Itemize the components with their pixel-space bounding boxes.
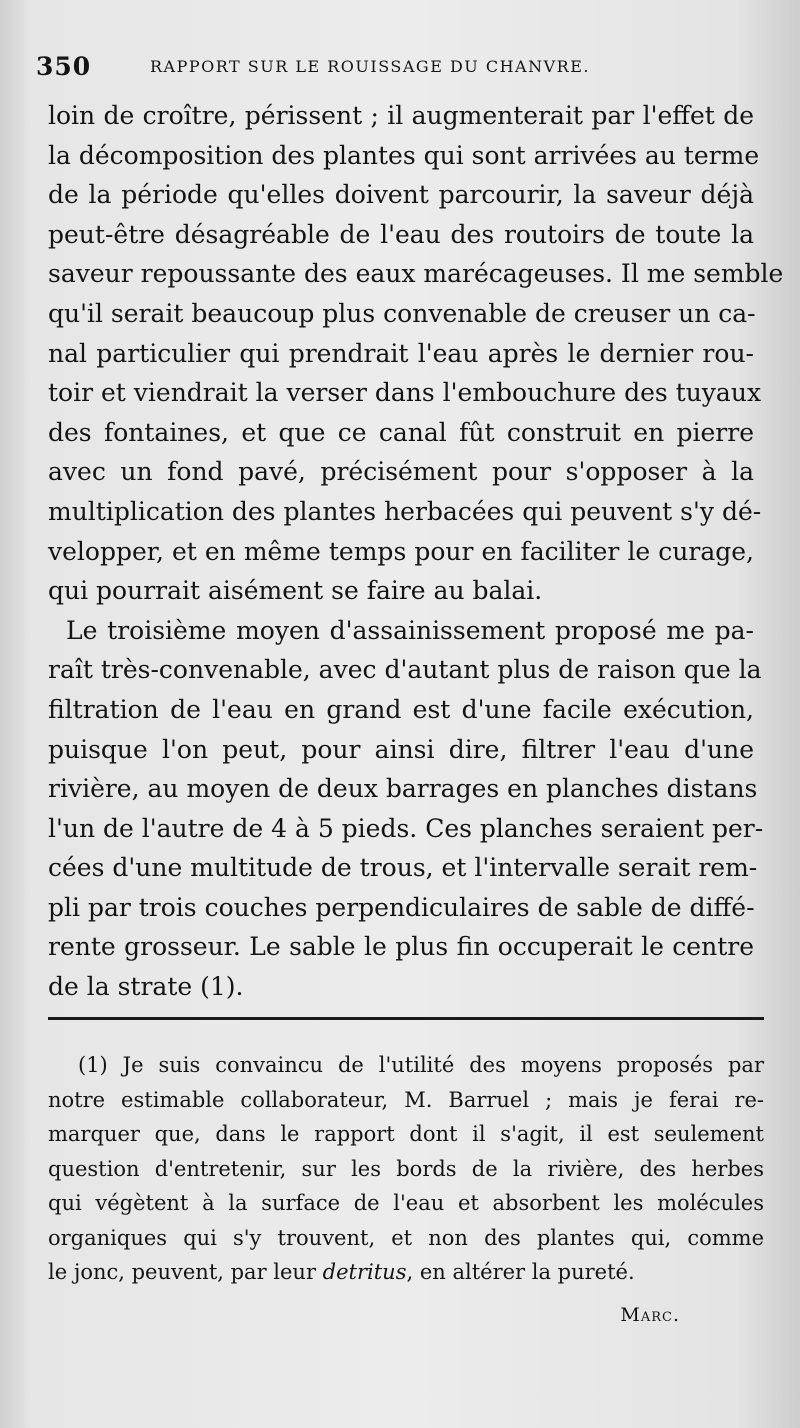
page-header <box>36 52 756 84</box>
footnote-rule <box>48 1017 764 1020</box>
body-line: puisque l'on peut, pour ainsi dire, filtrer l'eau d'une <box>48 734 754 764</box>
paragraph-start-line: Le troisième moyen d'assainissement proposé me pa- <box>66 615 754 645</box>
paragraph-end-line: de la strate (1). <box>48 972 244 1002</box>
body-line: la décomposition des plantes qui sont arrivées au terme <box>48 140 760 170</box>
body-line: raît très-convenable, avec d'autant plus de raison que la <box>48 655 762 685</box>
footnote-line: notre estimable collaborateur, M. Barruel ; mais je ferai re- <box>48 1087 764 1112</box>
footnote-text: le jonc, peuvent, par leur <box>48 1260 323 1284</box>
body-line: avec un fond pavé, précisément pour s'opposer à la <box>48 457 754 487</box>
body-line: des fontaines, et que ce canal fût construit en pierre <box>48 417 754 447</box>
footnote-italic-term: detritus <box>322 1260 407 1284</box>
body-line: qu'il serait beaucoup plus convenable de creuser un ca- <box>48 298 756 328</box>
body-line: toir et viendrait la verser dans l'embouchure des tuyaux <box>48 378 762 408</box>
body-line: de la période qu'elles doivent parcourir, la saveur déjà <box>48 180 754 210</box>
body-line: loin de croître, périssent ; il augmenterait par l'effet de <box>48 101 754 130</box>
body-line: cées d'une multitude de trous, et l'intervalle serait rem- <box>48 853 758 883</box>
footnote <box>48 1048 764 1290</box>
footnote-line: question d'entretenir, sur les bords de la rivière, des herbes <box>48 1156 764 1181</box>
body-line: nal particulier qui prendrait l'eau après le dernier rou- <box>48 338 754 368</box>
footnote-line: organiques qui s'y trouvent, et non des plantes qui, comme <box>48 1225 764 1250</box>
body-line: saveur repoussante des eaux marécageuses. Il me semble <box>48 259 784 289</box>
body-text <box>48 96 784 1007</box>
body-line: rente grosseur. Le sable le plus fin occuperait le centre <box>48 932 754 962</box>
body-line: peut-être désagréable de l'eau des routoirs de toute la <box>48 219 754 249</box>
body-line: filtration de l'eau en grand est d'une facile exécution, <box>48 694 754 724</box>
footnote-line: (1) Je suis convaincu de l'utilité des moyens proposés par <box>78 1053 764 1077</box>
body-line: multiplication des plantes herbacées qui peuvent s'y dé- <box>48 496 762 526</box>
footnote-line: marquer que, dans le rapport dont il s'agit, il est seulement <box>48 1122 764 1146</box>
body-line: rivière, au moyen de deux barrages en planches distans <box>48 774 758 804</box>
page-number: 350 <box>36 52 92 81</box>
footnote-last-line <box>48 1255 764 1290</box>
body-line: velopper, et en même temps pour en faciliter le curage, <box>48 536 754 566</box>
footnote-text: , en altérer la pureté. <box>406 1260 635 1284</box>
paragraph-end-line: qui pourrait aisément se faire au balai. <box>48 576 543 606</box>
running-head: RAPPORT SUR LE ROUISSAGE DU CHANVRE. <box>150 57 590 76</box>
body-line: l'un de l'autre de 4 à 5 pieds. Ces planches seraient per- <box>48 813 764 843</box>
footnote-signature: Marc. <box>620 1304 680 1326</box>
body-line: pli par trois couches perpendiculaires de sable de diffé- <box>48 892 755 922</box>
footnote-line: qui végètent à la surface de l'eau et absorbent les molécules <box>48 1191 764 1215</box>
